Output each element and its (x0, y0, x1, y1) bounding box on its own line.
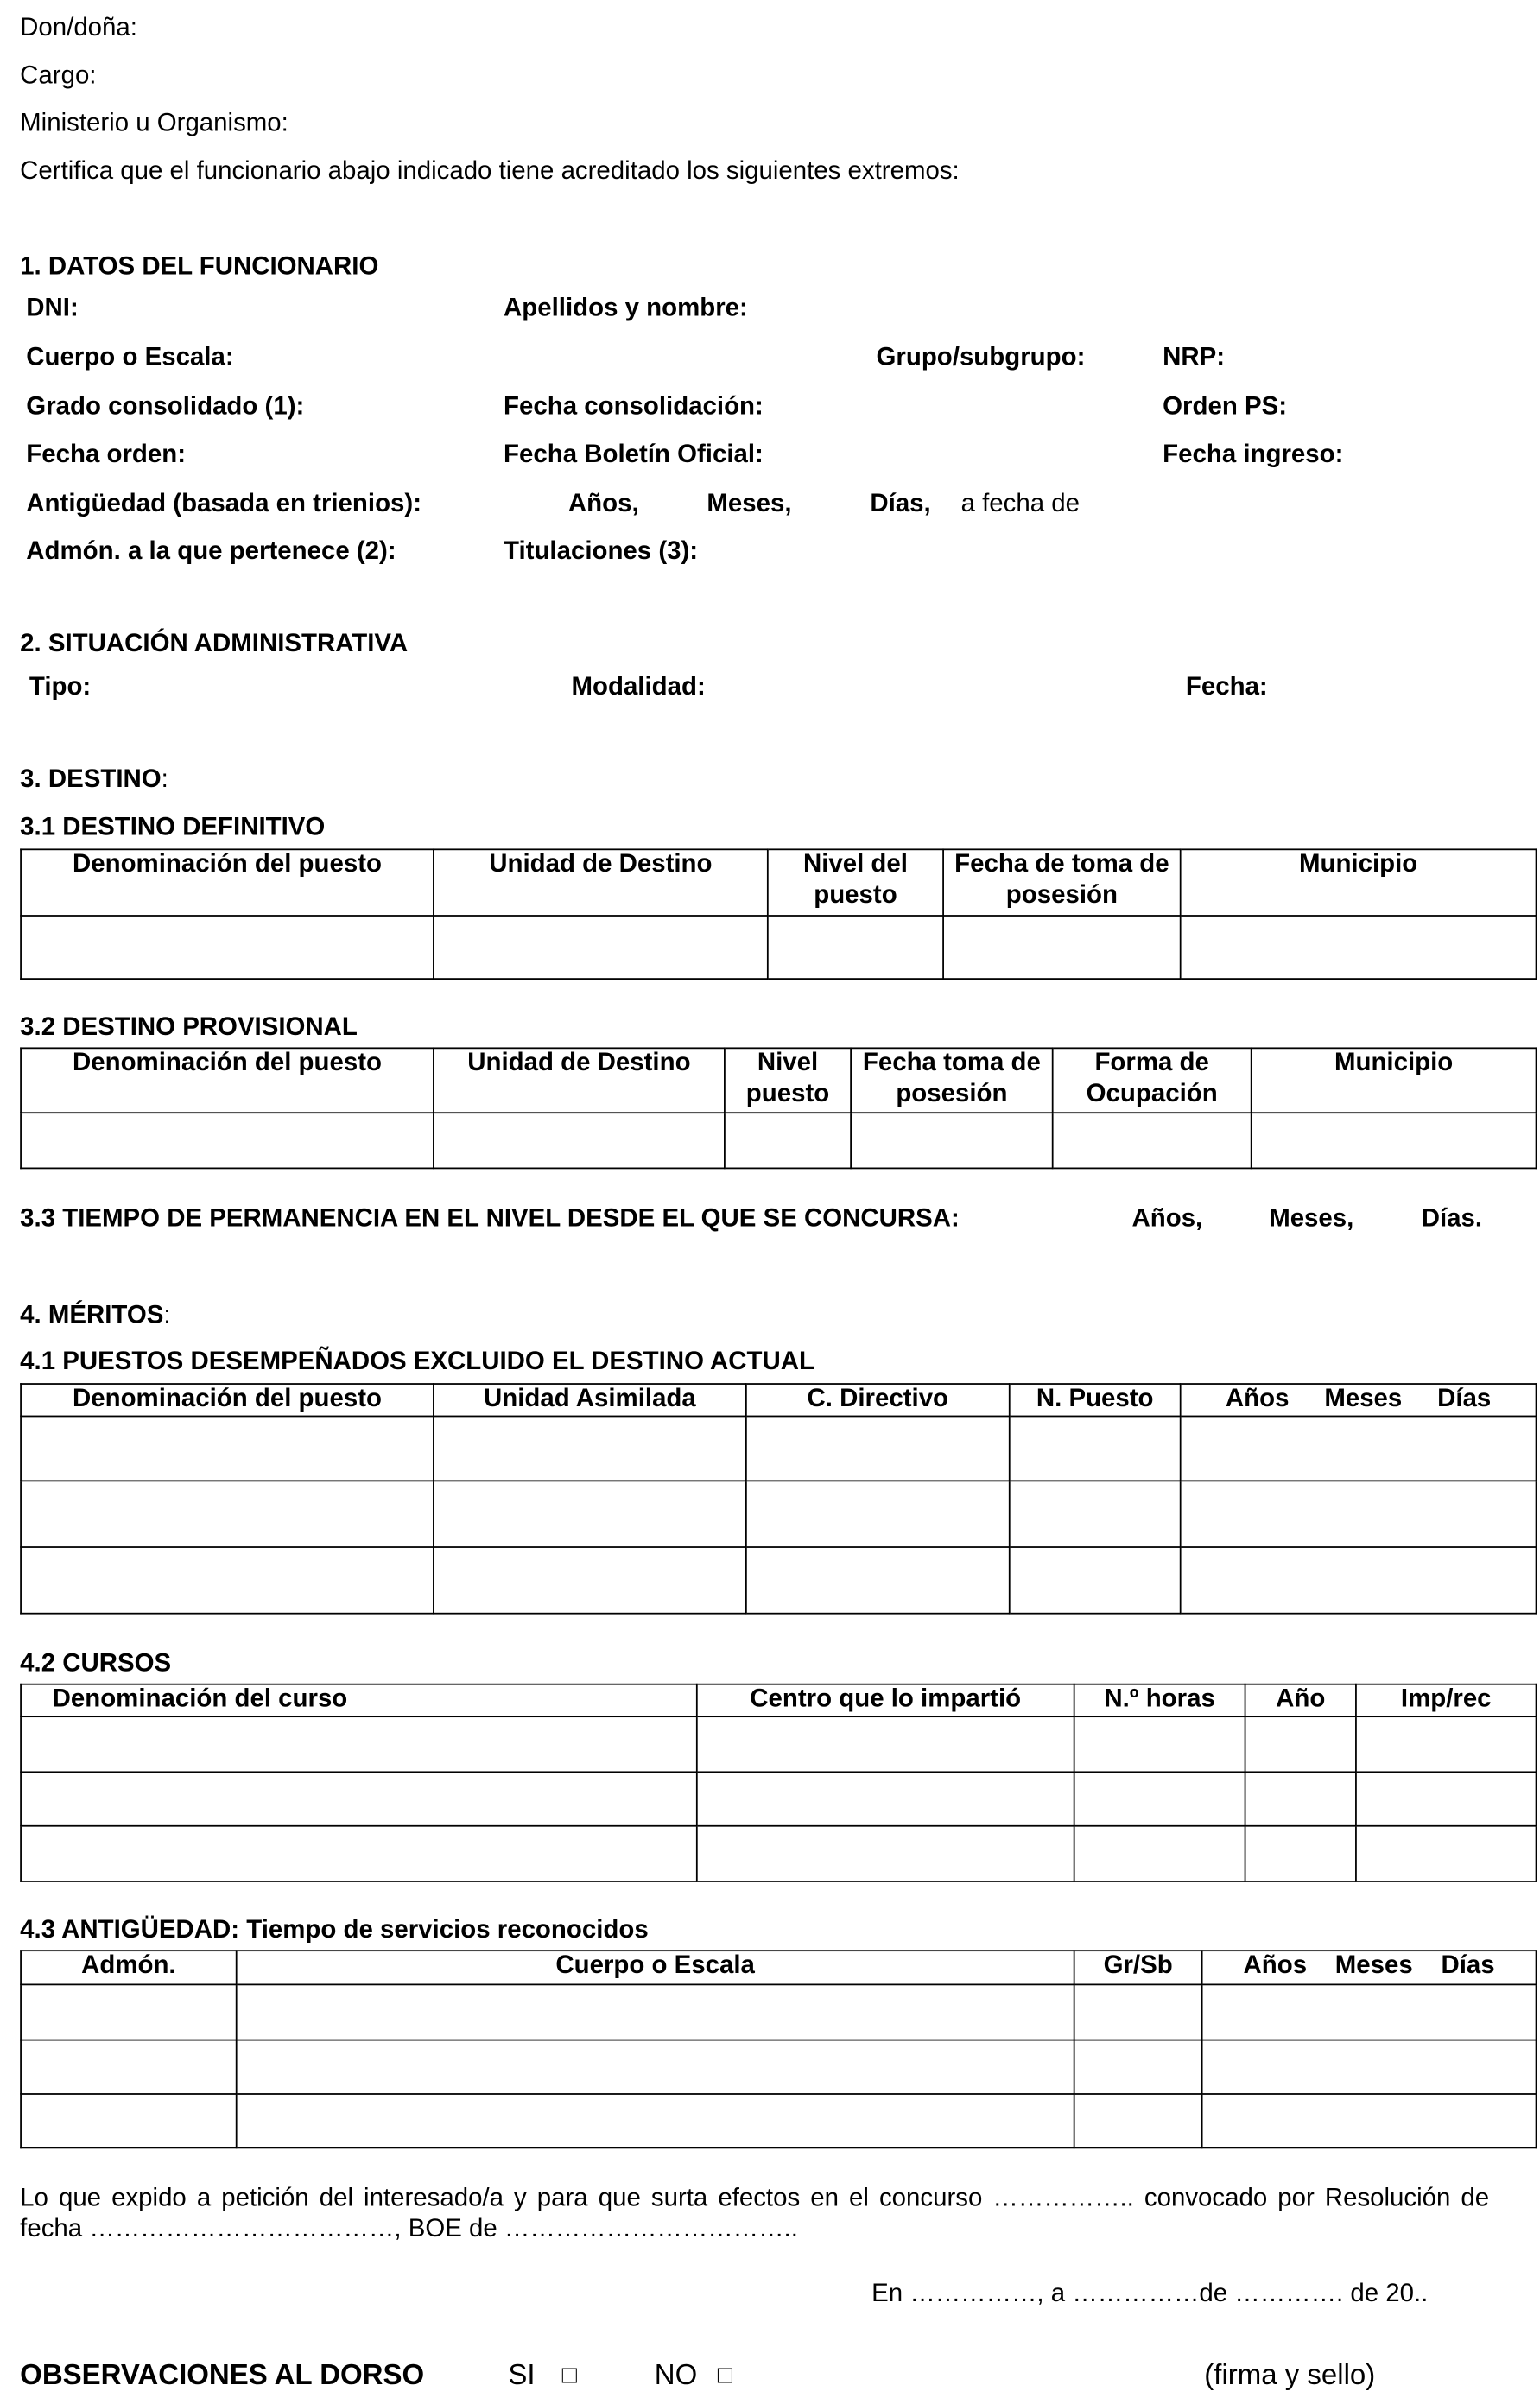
antiguedad-label: Antigüedad (basada en trienios): (26, 489, 422, 518)
table-cell[interactable] (746, 1416, 1010, 1481)
table-cell[interactable] (1010, 1547, 1181, 1614)
table-cell[interactable] (1356, 1826, 1537, 1881)
destino-provisional-title: 3.2 DESTINO PROVISIONAL (20, 1013, 358, 1042)
table-cell[interactable] (746, 1547, 1010, 1614)
apellidos-label: Apellidos y nombre: (504, 294, 748, 322)
nrp-label: NRP: (1163, 343, 1226, 371)
table-cell[interactable] (1074, 1984, 1202, 2040)
puestos-table (20, 1383, 1537, 1614)
table-cell[interactable] (1010, 1481, 1181, 1547)
column-header: Centro que lo impartió (697, 1684, 1074, 1716)
observaciones-label: OBSERVACIONES AL DORSO (20, 2357, 425, 2391)
certifica-text: Certifica que el funcionario abajo indicado tiene acreditado los siguientes extremos: (20, 156, 960, 185)
table-cell[interactable] (1074, 1772, 1245, 1825)
section4-title: 4. MÉRITOS: (20, 1301, 171, 1329)
table-cell[interactable] (1202, 2040, 1537, 2094)
column-header: Municipio (1181, 849, 1537, 916)
column-header: Años Meses Días (1181, 1384, 1537, 1416)
table-cell[interactable] (21, 1772, 697, 1825)
table-cell[interactable] (21, 1113, 434, 1168)
table-cell[interactable] (21, 1416, 434, 1481)
table-cell[interactable] (1181, 1416, 1537, 1481)
column-header: Denominación del puesto (21, 849, 434, 916)
table-cell[interactable] (21, 916, 434, 979)
permanencia-dias: Días. (1421, 1204, 1483, 1233)
table-cell[interactable] (237, 1984, 1074, 2040)
table-cell[interactable] (434, 1481, 746, 1547)
table-row (21, 1416, 1536, 1481)
table-cell[interactable] (1356, 1716, 1537, 1772)
table-cell[interactable] (697, 1716, 1074, 1772)
table-cell[interactable] (1074, 2094, 1202, 2147)
puestos-title: 4.1 PUESTOS DESEMPEÑADOS EXCLUIDO EL DESTINO ACTUAL (20, 1348, 814, 1376)
ministerio-label: Ministerio u Organismo: (20, 109, 288, 137)
table-cell[interactable] (434, 1416, 746, 1481)
table-cell[interactable] (434, 916, 768, 979)
destino-definitivo-title: 3.1 DESTINO DEFINITIVO (20, 813, 326, 841)
fecha-label: Fecha: (1185, 673, 1268, 701)
column-header: Forma de Ocupación (1053, 1048, 1252, 1113)
column-header: Admón. (21, 1951, 237, 1984)
table-cell[interactable] (1053, 1113, 1252, 1168)
table-cell[interactable] (21, 1481, 434, 1547)
column-header: Denominación del curso (21, 1684, 697, 1716)
table-row (21, 1716, 1536, 1772)
firma-label: (firma y sello) (1204, 2357, 1376, 2391)
table-row (21, 916, 1536, 979)
tipo-label: Tipo: (29, 673, 92, 701)
dias-label: Días, (870, 489, 931, 518)
no-checkbox[interactable]: □ (717, 2363, 733, 2389)
column-header: N. Puesto (1010, 1384, 1181, 1416)
column-header: Unidad Asimilada (434, 1384, 746, 1416)
table-cell[interactable] (851, 1113, 1053, 1168)
cursos-table (20, 1684, 1537, 1882)
column-header: Años Meses Días (1202, 1951, 1537, 1984)
column-header: Año (1245, 1684, 1356, 1716)
table-cell[interactable] (1074, 1716, 1245, 1772)
table-cell[interactable] (1245, 1772, 1356, 1825)
anos-label: Años, (567, 489, 639, 518)
table-cell[interactable] (768, 916, 943, 979)
table-cell[interactable] (1356, 1772, 1537, 1825)
permanencia-anos: Años, (1131, 1204, 1203, 1233)
fecha-orden-label: Fecha orden: (26, 440, 187, 469)
destino-provisional-table (20, 1047, 1537, 1169)
table-cell[interactable] (237, 2040, 1074, 2094)
titulaciones-label: Titulaciones (3): (504, 537, 699, 566)
fecha-boletin-label: Fecha Boletín Oficial: (504, 440, 764, 469)
column-header: Fecha de toma de posesión (943, 849, 1181, 916)
antiguedad-title: 4.3 ANTIGÜEDAD: Tiempo de servicios reconocidos (20, 1916, 649, 1944)
table-cell[interactable] (697, 1772, 1074, 1825)
table-row (21, 1826, 1536, 1881)
table-cell[interactable] (1074, 2040, 1202, 2094)
cuerpo-label: Cuerpo o Escala: (26, 343, 234, 371)
meses-label: Meses, (707, 489, 792, 518)
si-checkbox[interactable]: □ (561, 2363, 578, 2389)
table-cell[interactable] (21, 1826, 697, 1881)
cursos-title: 4.2 CURSOS (20, 1649, 172, 1678)
cargo-label: Cargo: (20, 61, 97, 90)
admon-label: Admón. a la que pertenece (2): (26, 537, 396, 566)
table-row (21, 2094, 1536, 2147)
column-header: Denominación del puesto (21, 1048, 434, 1113)
section3-title: 3. DESTINO: (20, 765, 168, 794)
column-header: Municipio (1252, 1048, 1537, 1113)
grupo-label: Grupo/subgrupo: (876, 343, 1086, 371)
table-cell[interactable] (1181, 1547, 1537, 1614)
table-cell[interactable] (1202, 2094, 1537, 2147)
modalidad-label: Modalidad: (571, 673, 706, 701)
column-header: Fecha toma de posesión (851, 1048, 1053, 1113)
column-header: Denominación del puesto (21, 1384, 434, 1416)
table-cell[interactable] (21, 1716, 697, 1772)
column-header: C. Directivo (746, 1384, 1010, 1416)
column-header: Unidad de Destino (434, 1048, 725, 1113)
antiguedad-table (20, 1950, 1537, 2148)
table-cell[interactable] (21, 2040, 237, 2094)
grado-label: Grado consolidado (1): (26, 392, 305, 421)
column-header: Unidad de Destino (434, 849, 768, 916)
table-cell[interactable] (1181, 916, 1537, 979)
table-cell[interactable] (1010, 1416, 1181, 1481)
table-cell[interactable] (1245, 1716, 1356, 1772)
table-cell[interactable] (1245, 1826, 1356, 1881)
table-cell[interactable] (237, 2094, 1074, 2147)
expido-text: Lo que expido a petición del interesado/a y para que surta efectos en el concurso …………….. convocado por Resolución de fecha ………………………………, BOE de …………………………….. (20, 2184, 1490, 2243)
permanencia-title: 3.3 TIEMPO DE PERMANENCIA EN EL NIVEL DESDE EL QUE SE CONCURSA: (20, 1204, 960, 1233)
a-fecha-label: a fecha de (960, 489, 1080, 518)
table-cell[interactable] (21, 1547, 434, 1614)
column-header: Nivel del puesto (768, 849, 943, 916)
table-cell[interactable] (1202, 1984, 1537, 2040)
column-header: Gr/Sb (1074, 1951, 1202, 1984)
table-row (21, 1772, 1536, 1825)
section2-title: 2. SITUACIÓN ADMINISTRATIVA (20, 630, 409, 658)
permanencia-meses: Meses, (1269, 1204, 1354, 1233)
table-cell[interactable] (434, 1113, 725, 1168)
column-header: Imp/rec (1356, 1684, 1537, 1716)
table-cell[interactable] (746, 1481, 1010, 1547)
orden-ps-label: Orden PS: (1163, 392, 1288, 421)
table-cell[interactable] (21, 2094, 237, 2147)
column-header: Nivel puesto (725, 1048, 851, 1113)
table-row (21, 1547, 1536, 1614)
table-cell[interactable] (1181, 1481, 1537, 1547)
fecha-ingreso-label: Fecha ingreso: (1163, 440, 1344, 469)
column-header: N.º horas (1074, 1684, 1245, 1716)
lugar-fecha-text: En ……………, a ……………de …………. de 20.. (871, 2279, 1429, 2307)
table-cell[interactable] (434, 1547, 746, 1614)
table-cell[interactable] (697, 1826, 1074, 1881)
column-header: Cuerpo o Escala (237, 1951, 1074, 1984)
dni-label: DNI: (26, 294, 79, 322)
table-row (21, 1113, 1536, 1168)
table-cell[interactable] (21, 1984, 237, 2040)
table-cell[interactable] (943, 916, 1181, 979)
don-label: Don/doña: (20, 14, 137, 42)
si-label: SI (508, 2357, 536, 2391)
table-row (21, 2040, 1536, 2094)
table-cell[interactable] (725, 1113, 851, 1168)
table-cell[interactable] (1252, 1113, 1537, 1168)
destino-definitivo-table (20, 848, 1537, 980)
section1-title: 1. DATOS DEL FUNCIONARIO (20, 252, 379, 281)
no-label: NO (654, 2357, 698, 2391)
table-row (21, 1481, 1536, 1547)
table-cell[interactable] (1074, 1826, 1245, 1881)
table-row (21, 1984, 1536, 2040)
fecha-consolidacion-label: Fecha consolidación: (504, 392, 764, 421)
